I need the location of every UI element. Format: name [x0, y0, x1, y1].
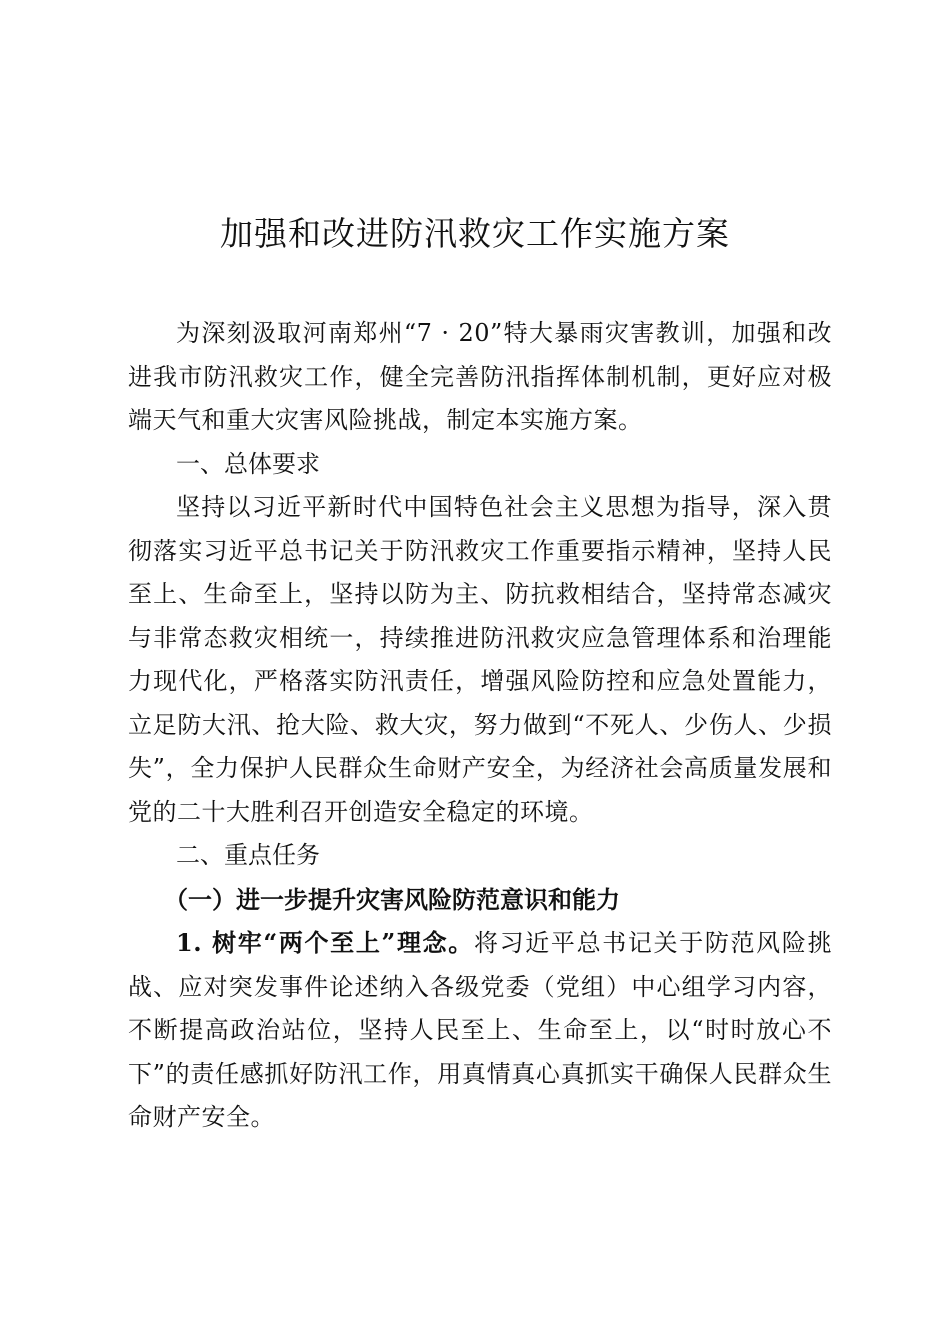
subsection-heading-risk-awareness: （一）进一步提升灾害风险防范意识和能力: [164, 884, 620, 914]
task-item-1-body: 将习近平总书记关于防范风险挑战、应对突发事件论述纳入各级党委（党组）中心组学习内容，不断提高政治站位，坚持人民至上、生命至上，以“时时放心不下”的责任感抓好防汛工作，用真情真心真抓实干确保人民群众生命财产安全。: [128, 929, 833, 1131]
task-item-1-lead: 1. 树牢“两个至上”理念。: [176, 928, 474, 957]
document-body: [128, 312, 832, 1140]
section-heading-general-requirements: 一、总体要求: [176, 449, 320, 478]
general-requirements-paragraph: 坚持以习近平新时代中国特色社会主义思想为指导，深入贯彻落实习近平总书记关于防汛救灾工作重要指示精神，坚持人民至上、生命至上，坚持以防为主、防抗救相结合，坚持常态减灾与非常态救灾相统一，持续推进防汛救灾应急管理体系和治理能力现代化，严格落实防汛责任，增强风险防控和应急处置能力，立足防大汛、抢大险、救大灾，努力做到“不死人、少伤人、少损失”，全力保护人民群众生命财产安全，为经济社会高质量发展和党的二十大胜利召开创造安全稳定的环境。: [128, 493, 832, 826]
task-item-1-paragraph: [128, 921, 832, 1140]
intro-paragraph: 为深刻汲取河南郑州“7 · 20”特大暴雨灾害教训，加强和改进我市防汛救灾工作，健全完善防汛指挥体制机制，更好应对极端天气和重大灾害风险挑战，制定本实施方案。: [128, 319, 832, 434]
document-title: 加强和改进防汛救灾工作实施方案: [220, 214, 730, 253]
section-heading-key-tasks: 二、重点任务: [176, 841, 320, 869]
